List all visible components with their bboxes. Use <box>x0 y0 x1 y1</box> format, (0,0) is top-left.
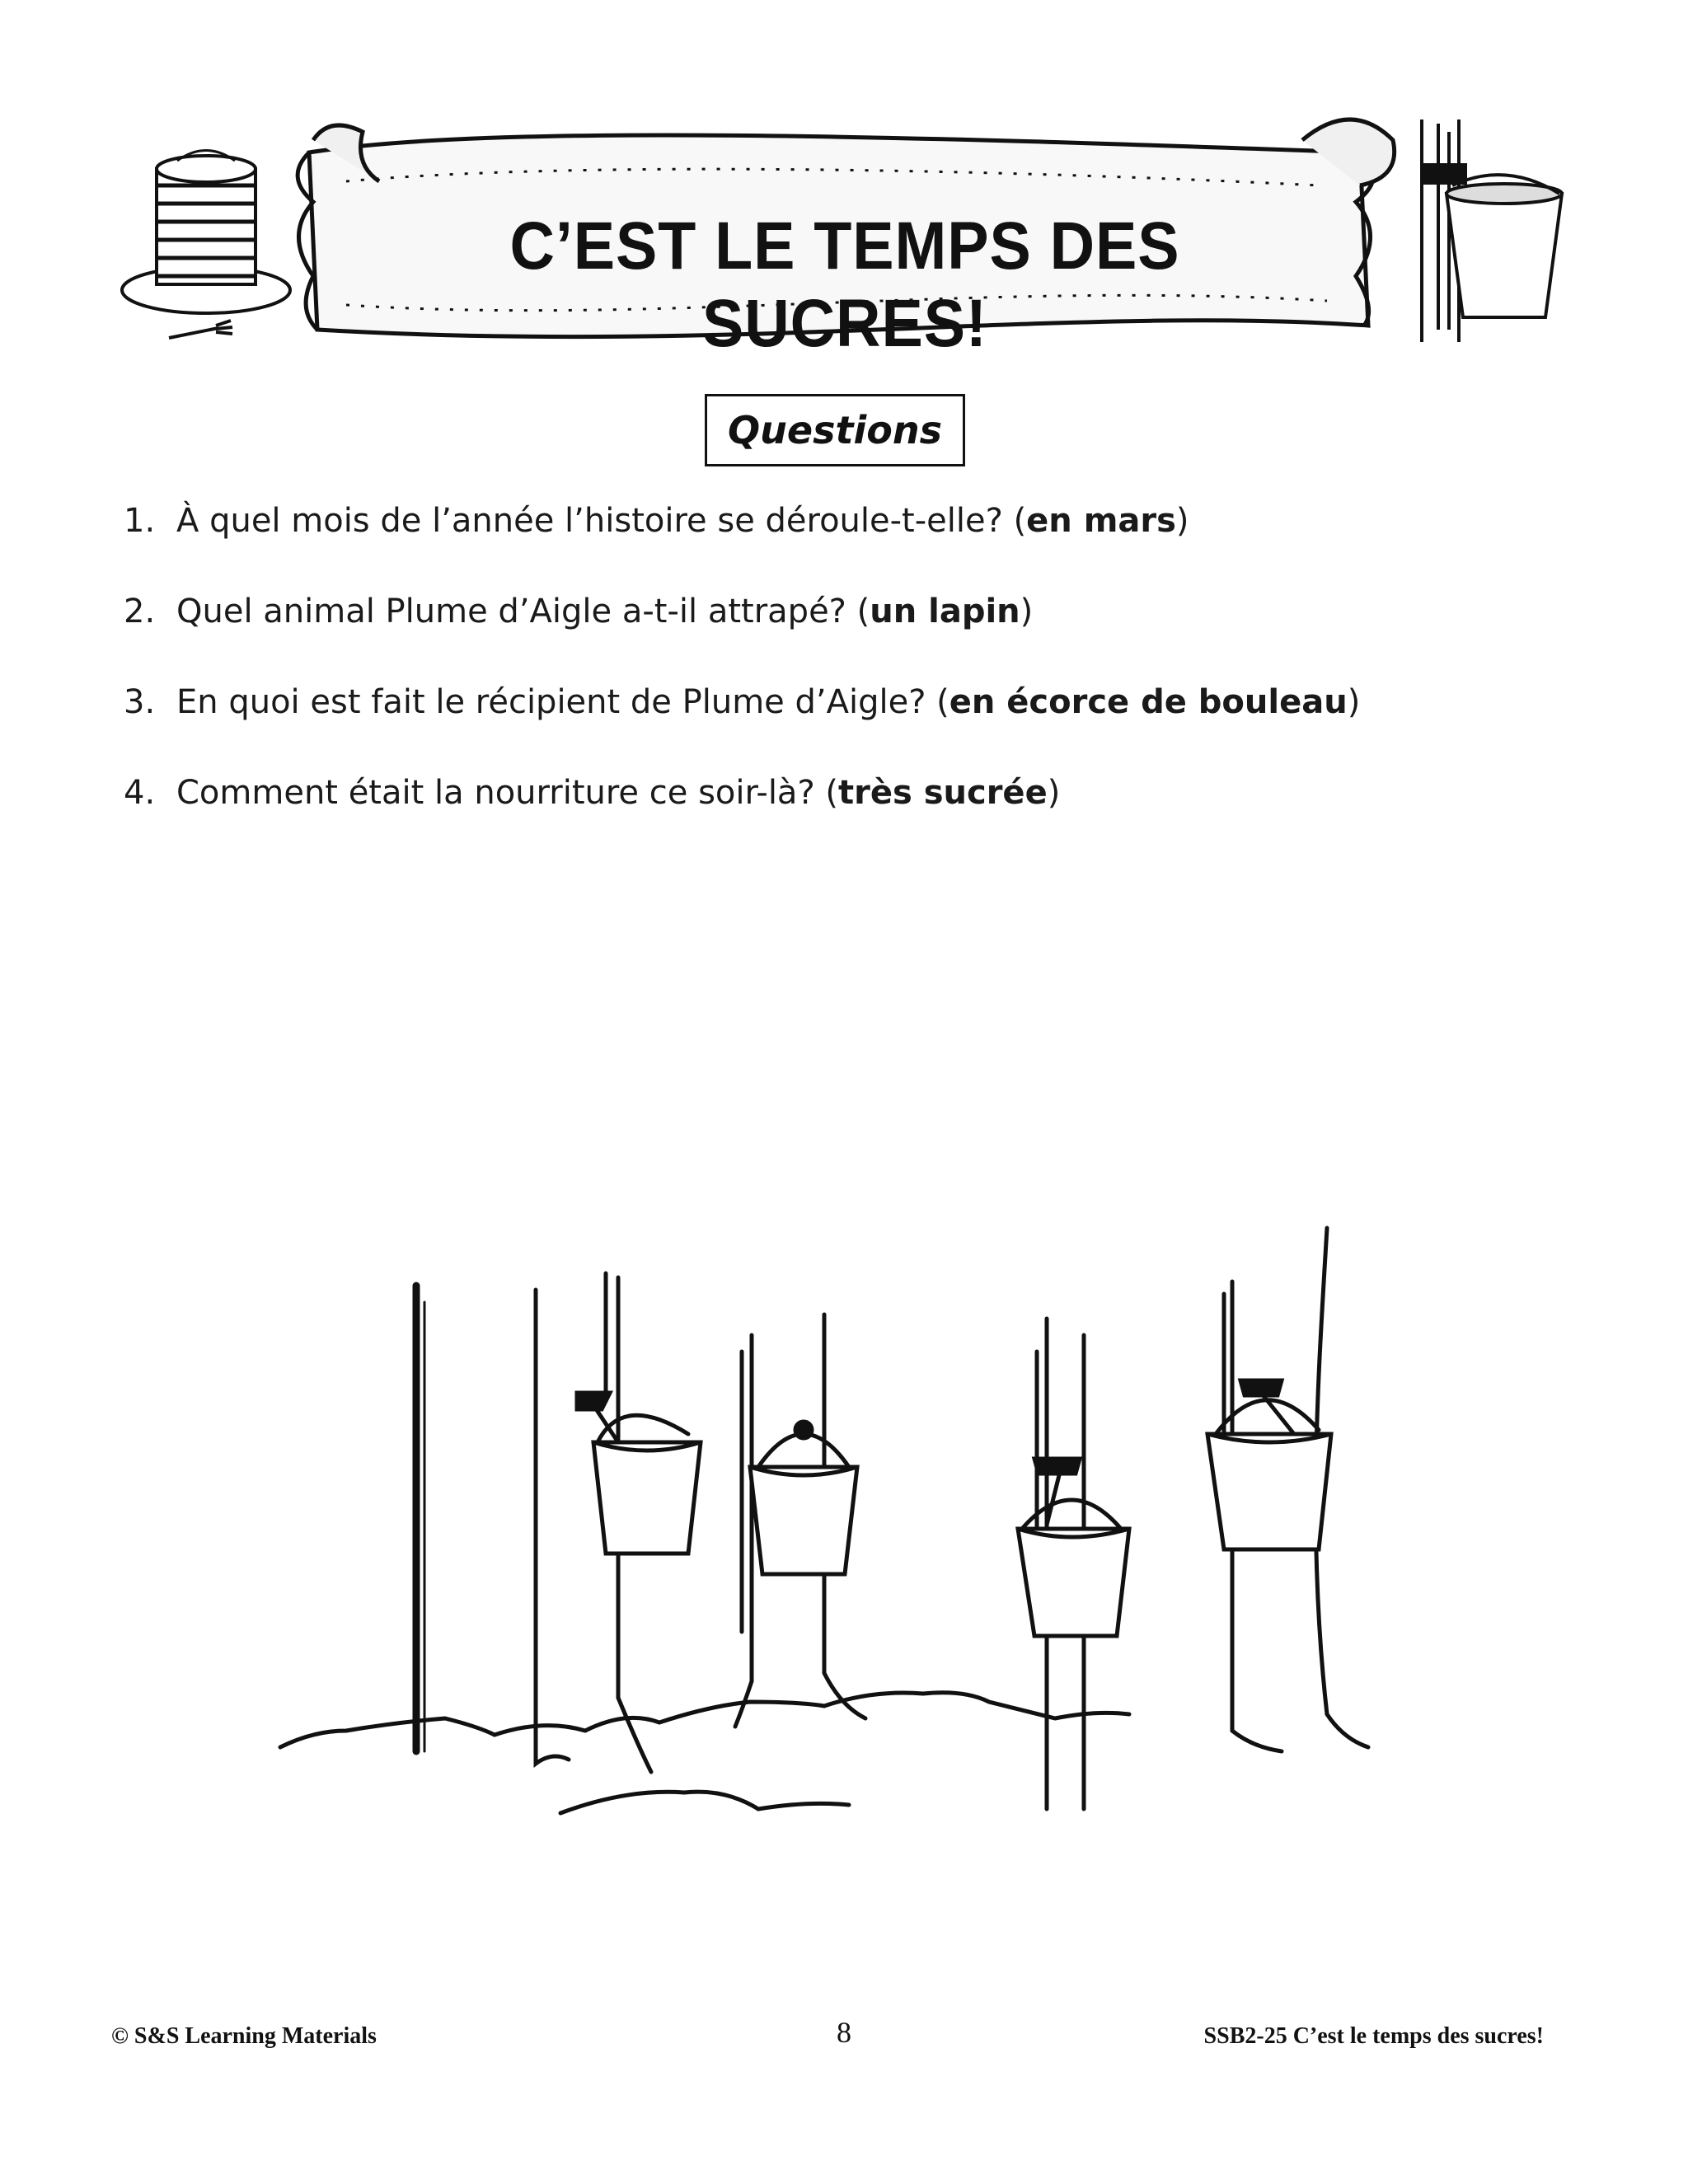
sap-bucket <box>750 1422 857 1574</box>
question-answer: un lapin <box>870 593 1020 630</box>
question-close-paren: ) <box>1175 502 1189 540</box>
question-number: 4. <box>124 774 156 812</box>
question-answer: très sucrée <box>838 774 1048 812</box>
question-number: 3. <box>124 683 156 721</box>
footer-product-code: SSB2-25 C’est le temps des sucres! <box>1203 2023 1544 2049</box>
page-number: 8 <box>837 2016 851 2049</box>
sap-bucket <box>1018 1459 1129 1636</box>
question-text: En quoi est fait le récipient de Plume d’Aigle? ( <box>176 683 950 721</box>
question-text: À quel mois de l’année l’histoire se déroule-t-elle? ( <box>176 502 1027 540</box>
question-text: Comment était la nourriture ce soir-là? ( <box>176 774 838 812</box>
question-close-paren: ) <box>1020 593 1034 630</box>
question-item-2 <box>124 579 1033 644</box>
question-item-1 <box>124 488 1189 554</box>
pancake-stack-icon <box>122 151 290 339</box>
questions-section-label: Questions <box>705 394 965 466</box>
question-number: 1. <box>124 502 156 540</box>
question-close-paren: ) <box>1347 683 1361 721</box>
maple-trees-with-sap-buckets-icon <box>247 1203 1401 1846</box>
page-title: C’EST LE TEMPS DES SUCRES! <box>509 209 1180 361</box>
footer-copyright: © S&S Learning Materials <box>111 2023 377 2049</box>
question-item-4 <box>124 760 1060 826</box>
question-item-3 <box>124 669 1360 735</box>
question-number: 2. <box>124 593 156 630</box>
question-answer: en mars <box>1026 502 1176 540</box>
sap-bucket <box>577 1393 701 1554</box>
question-answer: en écorce de bouleau <box>949 683 1348 721</box>
sap-bucket-tree-icon <box>1422 120 1562 342</box>
question-close-paren: ) <box>1047 774 1061 812</box>
question-text: Quel animal Plume d’Aigle a-t-il attrapé? ( <box>176 593 870 630</box>
